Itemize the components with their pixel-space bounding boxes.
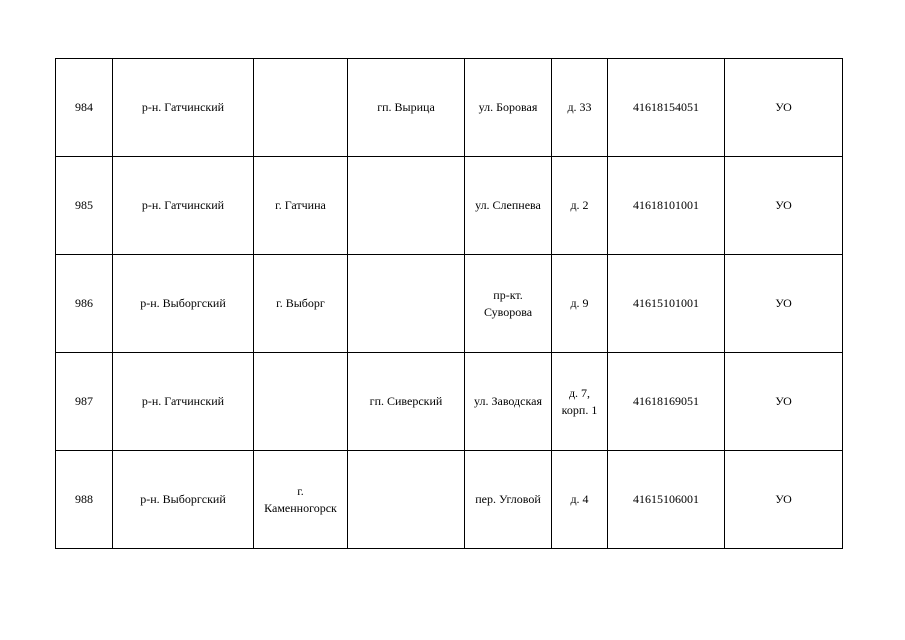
settlement-cell <box>348 451 465 549</box>
management-type-cell: УО <box>725 255 843 353</box>
district-cell: р-н. Выборгский <box>113 451 254 549</box>
street-cell: ул. Боровая <box>465 59 552 157</box>
house-cell: д. 2 <box>552 157 608 255</box>
row-number-cell: 984 <box>56 59 113 157</box>
row-number-cell: 985 <box>56 157 113 255</box>
city-cell: г. Выборг <box>254 255 348 353</box>
oktmo-code-cell: 41618154051 <box>608 59 725 157</box>
table-row <box>56 255 843 353</box>
table-row <box>56 157 843 255</box>
row-number-cell: 987 <box>56 353 113 451</box>
city-cell <box>254 353 348 451</box>
district-cell: р-н. Гатчинский <box>113 353 254 451</box>
management-type-cell: УО <box>725 353 843 451</box>
row-number-cell: 986 <box>56 255 113 353</box>
house-cell: д. 33 <box>552 59 608 157</box>
street-cell: пр-кт. Суворова <box>465 255 552 353</box>
street-cell: ул. Заводская <box>465 353 552 451</box>
settlement-cell: гп. Сиверский <box>348 353 465 451</box>
management-type-cell: УО <box>725 451 843 549</box>
oktmo-code-cell: 41615106001 <box>608 451 725 549</box>
oktmo-code-cell: 41618101001 <box>608 157 725 255</box>
street-cell: ул. Слепнева <box>465 157 552 255</box>
settlement-cell <box>348 255 465 353</box>
management-type-cell: УО <box>725 157 843 255</box>
city-cell: г. Гатчина <box>254 157 348 255</box>
city-cell <box>254 59 348 157</box>
table-row <box>56 451 843 549</box>
house-cell: д. 7, корп. 1 <box>552 353 608 451</box>
district-cell: р-н. Гатчинский <box>113 59 254 157</box>
settlement-cell <box>348 157 465 255</box>
house-cell: д. 4 <box>552 451 608 549</box>
oktmo-code-cell: 41615101001 <box>608 255 725 353</box>
row-number-cell: 988 <box>56 451 113 549</box>
street-cell: пер. Угловой <box>465 451 552 549</box>
house-cell: д. 9 <box>552 255 608 353</box>
management-type-cell: УО <box>725 59 843 157</box>
address-table <box>55 58 843 549</box>
district-cell: р-н. Гатчинский <box>113 157 254 255</box>
city-cell: г. Каменногорск <box>254 451 348 549</box>
district-cell: р-н. Выборгский <box>113 255 254 353</box>
settlement-cell: гп. Вырица <box>348 59 465 157</box>
table-row <box>56 353 843 451</box>
oktmo-code-cell: 41618169051 <box>608 353 725 451</box>
table-row <box>56 59 843 157</box>
